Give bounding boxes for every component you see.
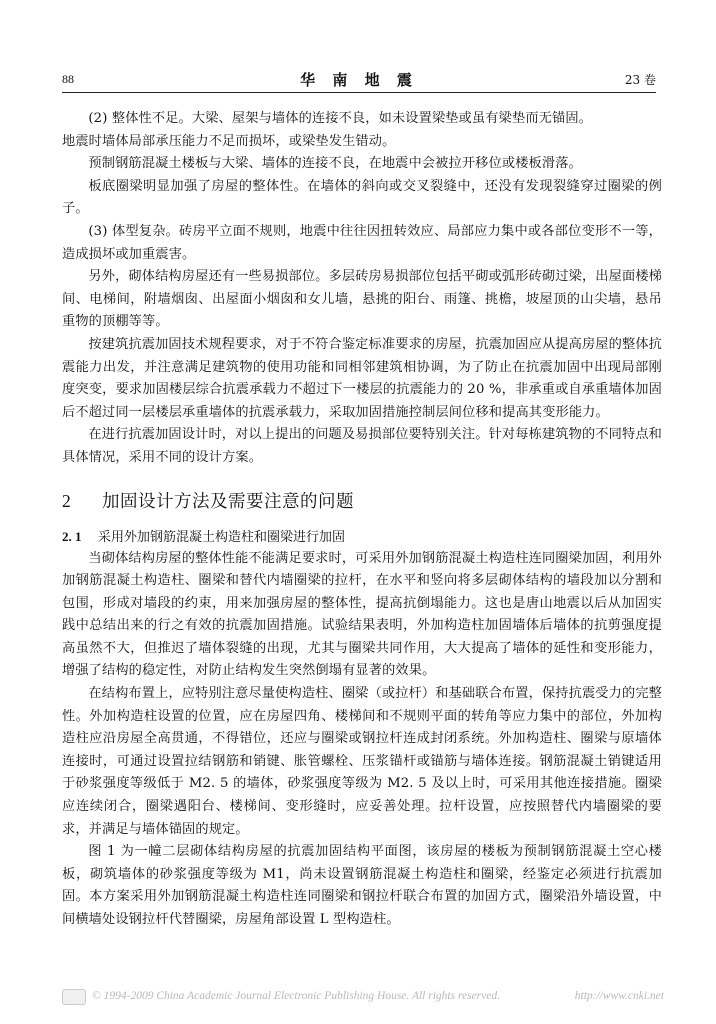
paragraph-ring-beam: 板底圈梁明显加强了房屋的整体性。在墙体的斜向或交叉裂缝中，还没有发现裂缝穿过圈梁的例子。 xyxy=(62,178,662,217)
volume-label: 23 卷 xyxy=(624,73,656,87)
paragraph-continuation: 地震时墙体局部承压能力不足而损坏，或梁垫发生错动。 xyxy=(62,133,396,149)
copyright-notice: © 1994-2009 China Academic Journal Electronic Publishing House. All rights reserved. xyxy=(92,990,500,1002)
article-body xyxy=(62,108,662,932)
section-heading-2 xyxy=(62,488,662,513)
journal-title: 华 南 地 震 xyxy=(300,71,418,89)
paragraph-construction-columns: 当砌体结构房屋的整体性能不能满足要求时，可采用外加钢筋混凝土构造柱连同圈梁加固，利用外加钢筋混凝土构造柱、圈梁和替代内墙圈梁的拉杆，在水平和竖向将多层砌体结构的墙段加以分割和包围，形成对墙段的约束，用来加强房屋的整体性，提高抗倒塌能力。这也是唐山地震以后从加固实践中总结出来的行之有效的抗震加固措施。试验结果表明，外加构造柱加固墙体后墙体的抗剪强度提高虽然不大，但推迟了墙体裂缝的出现，尤其与圈梁共同作用，大大提高了墙体的延性和变形能力，增强了结构的稳定性，对防止结构发生突然倒塌有显著的效果。 xyxy=(62,550,662,679)
paragraph-precast-slab: 预制钢筋混凝土楼板与大梁、墙体的连接不良，在地震中会被拉开移位或楼板滑落。 xyxy=(88,156,582,172)
subsection-title: 采用外加钢筋混凝土构造柱和圈梁进行加固 xyxy=(98,529,346,545)
subsection-number: 2. 1 xyxy=(62,528,82,544)
paragraph-design-attention: 在进行抗震加固设计时，对以上提出的问题及易损部位要特别关注。针对每栋建筑物的不同特点和具体情况，采用不同的设计方案。 xyxy=(62,427,662,465)
running-header xyxy=(62,68,656,93)
footer-url: http://www.cnki.net xyxy=(574,990,664,1002)
page-number: 88 xyxy=(62,72,74,86)
paragraph-complex-shape: (3) 体型复杂。砖房平立面不规则，地震中往往因扭转效应、局部应力集中或各部位变形不一等，造成损坏或加重震害。 xyxy=(62,223,662,262)
subsection-heading-2-1 xyxy=(62,527,662,548)
paragraph-structural-layout: 在结构布置上，应特别注意尽量使构造柱、圈梁（或拉杆）和基础联合布置，保持抗震受力的完整性。外加构造柱设置的位置，应在房屋四角、楼梯间和不规则平面的转角等应力集中的部位，外加构造柱应沿房屋全高贯通，不得错位，还应与圈梁或钢拉杆连成封闭系统。外加构造柱、圈梁与原墙体连接时，可通过设置拉结钢筋和销键、胀管螺栓、压浆锚杆或锚筋与墙体连接。钢筋混凝土销键适用于砂浆强度等级低于 M2. 5 的墙体，砂浆强度等级为 M2. 5 及以上时，可采用其他连接措施。圈梁应连续闭合，圈梁遇阳台、楼梯间、变形缝时，应妥善处理。拉杆设置，应按照替代内墙圈梁的要求，并满足与墙体锚固的规定。 xyxy=(62,686,662,837)
paragraph-code-requirements: 按建筑抗震加固技术规程要求，对于不符合鉴定标准要求的房屋，抗震加固应从提高房屋的整体抗震能力出发，并注意满足建筑物的使用功能和同相邻建筑相协调，为了防止在抗震加固中出现局部刚度突变，要求加固楼层综合抗震承载力不超过下一楼层的抗震能力的 20 %，非承重或自承重墙体加固后不超过同一层楼层承重墙体的抗震承载力，采取加固措施控制层间位移和提高其变形能力。 xyxy=(62,336,662,420)
paragraph-figure-1-description: 图 1 为一幢二层砌体结构房屋的抗震加固结构平面图，该房屋的楼板为预制钢筋混凝土空心楼板，砌筑墙体的砂浆强度等级为 M1，尚未设置钢筋混凝土构造柱和圈梁，经鉴定必须进行抗震加固。本方案采用外加钢筋混凝土构造柱连同圈梁和钢拉杆联合布置的加固方式，圈梁沿外墙设置，中间横墙处设钢拉杆代替圈梁，房屋角部设置 L 型构造柱。 xyxy=(62,844,662,927)
page-footer xyxy=(62,987,664,1011)
publisher-logo-icon xyxy=(62,989,86,1005)
paragraph-vulnerable-parts: 另外，砌体结构房屋还有一些易损部位。多层砖房易损部位包括平砌或弧形砖砌过梁，出屋面楼梯间、电梯间，附墙烟囱、出屋面小烟囱和女儿墙，悬挑的阳台、雨篷、挑檐，坡屋顶的山尖墙，悬吊重物的顶棚等等。 xyxy=(62,269,662,330)
section-number: 2 xyxy=(62,490,72,511)
section-title: 加固设计方法及需要注意的问题 xyxy=(102,491,354,512)
paragraph-integrity-issue: (2) 整体性不足。大梁、屋架与墙体的连接不良，如未设置梁垫或虽有梁垫而无锚固。 xyxy=(88,111,593,126)
